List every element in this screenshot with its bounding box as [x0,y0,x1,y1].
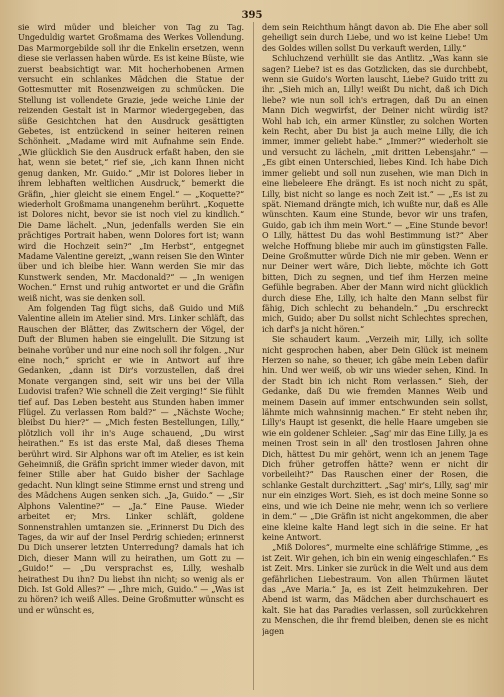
paragraph: Sie schaudert kaum. „Verzeih mir, Lilly, ich sollte nicht gesprochen haben, aber Dein Glück ist meinem Herzen so nahe, so theuer, ich gäbe mein Leben dafür hin. Und wer weiß, ob wir uns wieder sehen, Kind. In der Stadt bin ich nicht Rom verlassen.“ Sieh, der Gedanke, daß Du wie fremden Mannes Weib und meinem Dasein auf immer entschwunden sein sollst, lähmte mich wahnsinnig machen.“ Er steht neben ihr, Lilly's Haupt ist gesenkt, die helle Haare umgeben sie wie ein goldener Schleier. „Sag' mir das Eine Lilly, ja es meinen Trost sein in all' den trostlosen Jahren ohne Dich, hättest Du mir gehört, wenn ich an jenem Tage Dich früher getroffen hätte? wenn er nicht dir vorbeileiht?“ Das Rauschen einer der Rosen, die schlanke Gestalt durchzittert. „Sag' mir's, Lilly, sag' mir nur ein einziges Wort. Sieh, es ist doch meine Sonne so eins, und wie ich Deine nie mehr, wenn ich so verliere in dem.“ — „Die Gräfin ist nicht angekommen, die aber eine kleine kalte Hand legt sich in die seine. Er hat keine Antwort. [262,334,488,542]
paragraph: „Miß Dolores“, murmelte eine schläfrige Stimme, „es ist Zeit. Wir gehen, ich bin ein wenig eingeschlafen.“ Es ist Zeit. Mrs. Linker sie zurück in die Welt und aus dem gefährlichen Liebestraum. Von allen Thürmen läutet das „Ave Maria.“ Ja, es ist Zeit heimzukehren. Der Abend ist warm, das Mädchen aber durchschauert es kalt. Sie hat das Paradies verlassen, soll zurückkehren zu Menschen, die ihr fremd bleiben, denen sie es nicht jagen [262,542,488,636]
page-number: 395 [241,10,263,21]
left-column [18,22,244,690]
paragraph: Am folgenden Tag fügt sichs, daß Guido und Miß Valentine allein im Atelier sind. Mrs. Linker schläft, das Rauschen der Blätter, das Zwitschern der Vögel, der Duft der Blumen haben sie eingelullt. Die Sitzung ist beinahe vorüber und nur eine noch soll ihr folgen. „Nur eine noch,“ spricht er wie in Antwort auf ihre Gedanken, „dann ist Dir's vorzustellen, daß drei Monate vergangen sind, seit wir uns bei der Villa Ludovisi trafen? Wie schnell die Zeit verging!“ Sie fühlt tief auf. Das Leben besteht aus Stunden haben immer Flügel. Zu verlassen Rom bald?“ — „Nächste Woche; bleibst Du hier?“ — „Mich festen Bestellungen, Lilly,“ plötzlich voll ihr in's Auge schauend, „Du wirst heirathen.“ Es ist das erste Mal, daß dieses Thema berührt wird. Sir Alphons war oft im Atelier, es ist kein Geheimniß, die Gräfin spricht immer wieder davon, mit feiner Stille aber hat Guido bisher der Sachlage gedacht. Nun klingt seine Stimme ernst und streng und des Mädchens Augen senken sich. „Ja, Guido.“ — „Sir Alphons Valentine?“ — „Ja.“ Eine Pause. Wieder arbeitet er; Mrs. Linker schläft, goldene Sonnenstrahlen umtanzen sie. „Erinnerst Du Dich des Tages, da wir auf der Insel Perdrig schieden; erinnerst Du Dich unserer letzten Unterredung? damals hat ich Dich, dieser Mann will zu heirathen, um Gott zu — „Guido!“ — „Du versprachst es, Lilly, weshalb heirathest Du ihn? Du liebst ihn nicht; so wenig als er Dich. Ist Gold Alles?“ — „Ihre mich, Guido.“ — „Was ist zu hören? ich weiß Alles. Deine Großmutter wünscht es und er wünscht es, [18,302,244,615]
paragraph: dem sein Reichthum hängt davon ab. Die Ehe aber soll geheiligt sein durch Liebe, und wo ist keine Liebe! Um des Goldes willen sollst Du verkauft werden, Lilly.“ [262,22,488,53]
text-columns [18,22,488,690]
right-column [262,22,488,690]
column-divider [253,22,254,690]
paragraph: sie wird müder und bleicher von Tag zu Tag. Ungeduldig wartet Großmama des Werkes Vollendung. Das Marmorgebilde soll ihr die Enkelin ersetzen, wenn diese sie verlassen haben würde. Es ist keine Büste, wie zuerst beabsichtigt war. Mit hocherhobenen Armen versucht ein schlankes Mädchen die Statue der Gottesmutter mit Rosenzweigen zu schmücken. Die Stellung ist vollendete Grazie, jede weiche Linie der reizenden Gestalt ist in Marmor wiedergegeben, das süße Gesichtchen hat den Ausdruck gesättigten Gebetes, ist entzückend in seiner heiteren reinen Schönheit. „Madame wird mit Aufnahme sein Ende. „Wie glücklich Sie den Ausdruck erfaßt haben, den sie hat, wenn sie betet,“ rief sie, „ich kann Ihnen nicht genug danken, Mr. Guido.“ „Mir ist Dolores lieber in ihrem lebhaften weltlichen Ausdruck,“ bemerkt die Gräfin, „hier gleicht sie einem Engel.“ — „Koquette?“ wiederholt Großmama unangenehm berührt. „Koquette ist Dolores nicht, bevor sie ist noch viel zu kindlich.“ Die Dame lächelt. „Nun, jedenfalls werden Sie ein prächtiges Portrait haben, wenn Dolores fort ist; wann wird die Hochzeit sein?“ „Im Herbst“, entgegnet Madame Valentine gereizt, „wann reisen Sie den Winter über und ich bleibe hier. Wann werden Sie mir das Kunstwerk senden, Mr. Macdonald?“ — „In wenigen Wochen.“ Ernst und ruhig antwortet er und die Gräfin weiß nicht, was sie denken soll. [18,22,244,303]
paragraph: Schluchzend verhüllt sie das Antlitz. „Was kann sie sagen? Liebe? ist es das Gotzlicken, das sie durchbebt, wenn sie Guido's Worten lauscht, Liebe? Guido tritt zu ihr. „Sieh mich an, Lilly! weißt Du nicht, daß ich Dich liebe? wie nun soll ich's ertragen, daß Du an einen Mann Dich wegwirfst, der Deiner nicht würdig ist? Wohl hab ich, ein armer Künstler, zu solchen Worten kein Recht, aber Du bist ja auch meine Lilly, die ich immer, immer geliebt habe.“ „Immer?“ wiederholt sie und versucht zu lächeln, „mit dritten Lebensjahr.“ — „Es gibt einen Unterschied, liebes Kind. Ich habe Dich immer geliebt und soll nun zusehen, wie man Dich in eine liebeleere Ehe drängt. Es ist noch nicht zu spät, Lilly, bist nicht so lange es noch Zeit ist.“ — „Es ist zu spät. Niemand drängte mich, ich wußte nur, daß es Alle wünschten. Kaum eine Stunde, bevor wir uns trafen, Guido, gab ich ihm mein Wort.“ — „Eine Stunde bevor! O Lilly, hättest Du das wohl Bestimmung ist?“ Aber welche Hoffnung bliebe mir auch im günstigsten Falle. Deine Großmutter würde Dich nie mir geben. Wenn er nur Deiner wert wäre, Dich liebte, möchte ich Gott bitten, Dich zu segnen, und tief ihm Herzen meine Gefühle begraben. Aber der Mann wird nicht glücklich durch diese Ehe, Lilly, ich halte den Mann selbst für fähig, Dich schlecht zu behandeln.“ „Du erschreckt mich, Guido; aber Du sollst nicht Schlechtes sprechen, ich darf's ja nicht hören.“ [262,53,488,334]
